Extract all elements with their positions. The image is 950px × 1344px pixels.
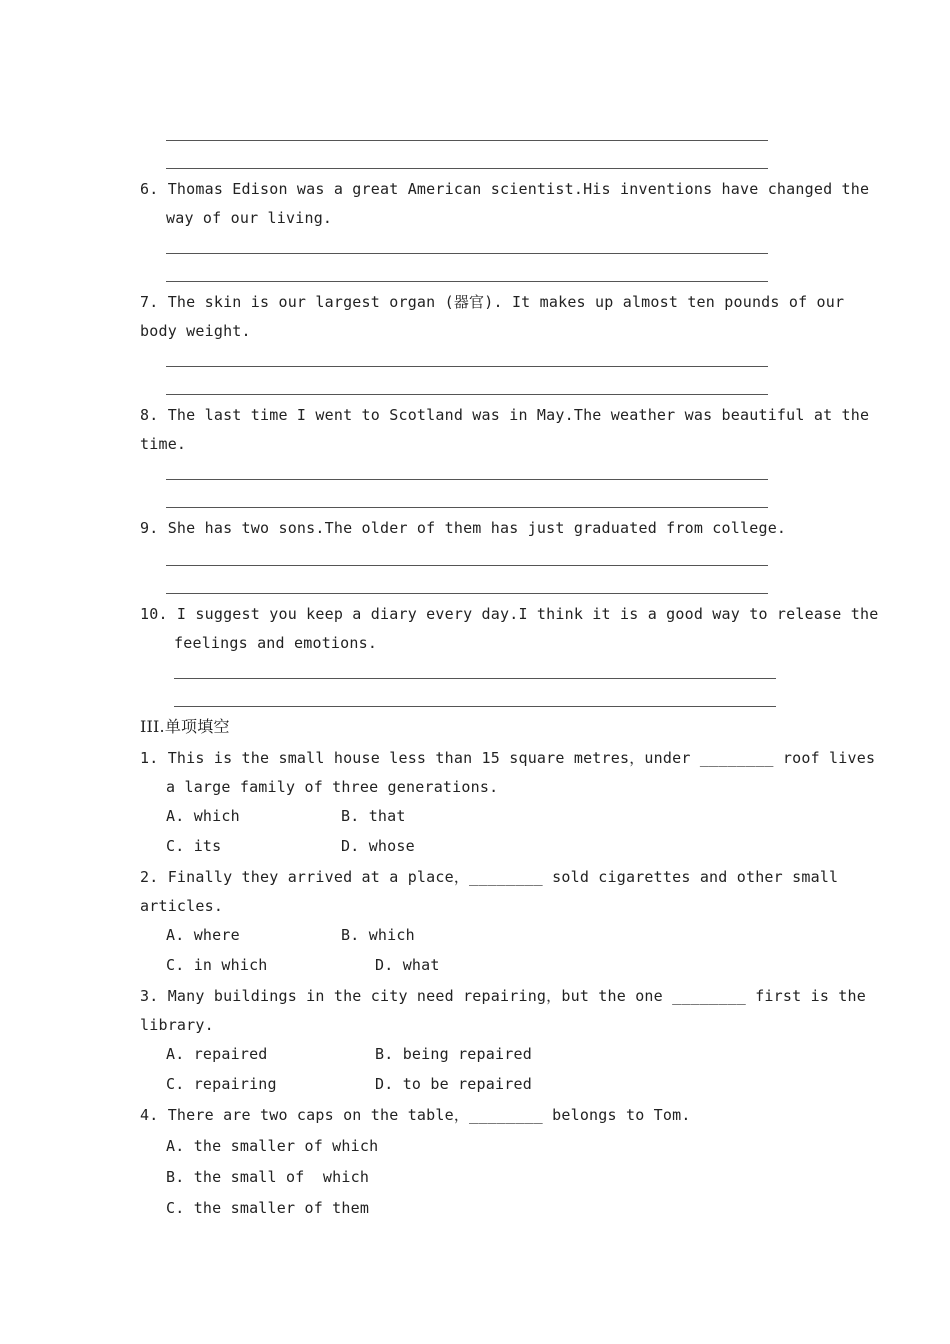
option-d: D. what xyxy=(375,956,440,974)
answer-line xyxy=(166,507,768,508)
option-b: B. that xyxy=(341,807,406,825)
answer-line xyxy=(166,366,768,367)
answer-line xyxy=(166,479,768,480)
answer-line xyxy=(166,253,768,254)
option-a: A. which xyxy=(166,807,240,825)
question-2-stem-cont: articles. xyxy=(140,897,224,915)
answer-line xyxy=(166,281,768,282)
item-8-line-2: time. xyxy=(140,435,187,453)
option-c: C. the smaller of them xyxy=(166,1199,370,1217)
option-b: B. being repaired xyxy=(375,1045,532,1063)
option-a: A. repaired xyxy=(166,1045,268,1063)
section-heading: III.单项填空 xyxy=(140,717,230,736)
item-6-line-2: way of our living. xyxy=(166,209,333,227)
question-2-stem: 2. Finally they arrived at a place，________ sold cigarettes and other small xyxy=(140,868,839,886)
answer-line xyxy=(166,394,768,395)
answer-line xyxy=(166,168,768,169)
option-b: B. the small of which xyxy=(166,1168,370,1186)
item-7-line-2: body weight. xyxy=(140,322,251,340)
answer-line xyxy=(166,140,768,141)
item-6-line-1: 6. Thomas Edison was a great American scientist.His inventions have changed the xyxy=(140,180,870,198)
option-a: A. where xyxy=(166,926,240,944)
answer-line xyxy=(174,678,776,679)
question-3-stem: 3. Many buildings in the city need repairing，but the one ________ first is the xyxy=(140,987,866,1005)
item-9-line-1: 9. She has two sons.The older of them has just graduated from college. xyxy=(140,519,787,537)
item-7-line-1: 7. The skin is our largest organ (器官). It makes up almost ten pounds of our xyxy=(140,293,845,311)
question-1-stem: 1. This is the small house less than 15 square metres，under ________ roof lives xyxy=(140,749,876,767)
question-3-stem-cont: library. xyxy=(140,1016,214,1034)
answer-line xyxy=(166,593,768,594)
answer-line xyxy=(174,706,776,707)
item-10-line-2: feelings and emotions. xyxy=(174,634,378,652)
option-c: C. in which xyxy=(166,956,268,974)
option-c: C. repairing xyxy=(166,1075,277,1093)
question-4-stem: 4. There are two caps on the table，________ belongs to Tom. xyxy=(140,1106,691,1124)
option-c: C. its xyxy=(166,837,222,855)
question-1-stem-cont: a large family of three generations. xyxy=(166,778,499,796)
item-10-line-1: 10. I suggest you keep a diary every day.I think it is a good way to release the xyxy=(140,605,879,623)
item-8-line-1: 8. The last time I went to Scotland was in May.The weather was beautiful at the xyxy=(140,406,870,424)
option-d: D. to be repaired xyxy=(375,1075,532,1093)
option-a: A. the smaller of which xyxy=(166,1137,379,1155)
answer-line xyxy=(166,565,768,566)
option-d: D. whose xyxy=(341,837,415,855)
option-b: B. which xyxy=(341,926,415,944)
